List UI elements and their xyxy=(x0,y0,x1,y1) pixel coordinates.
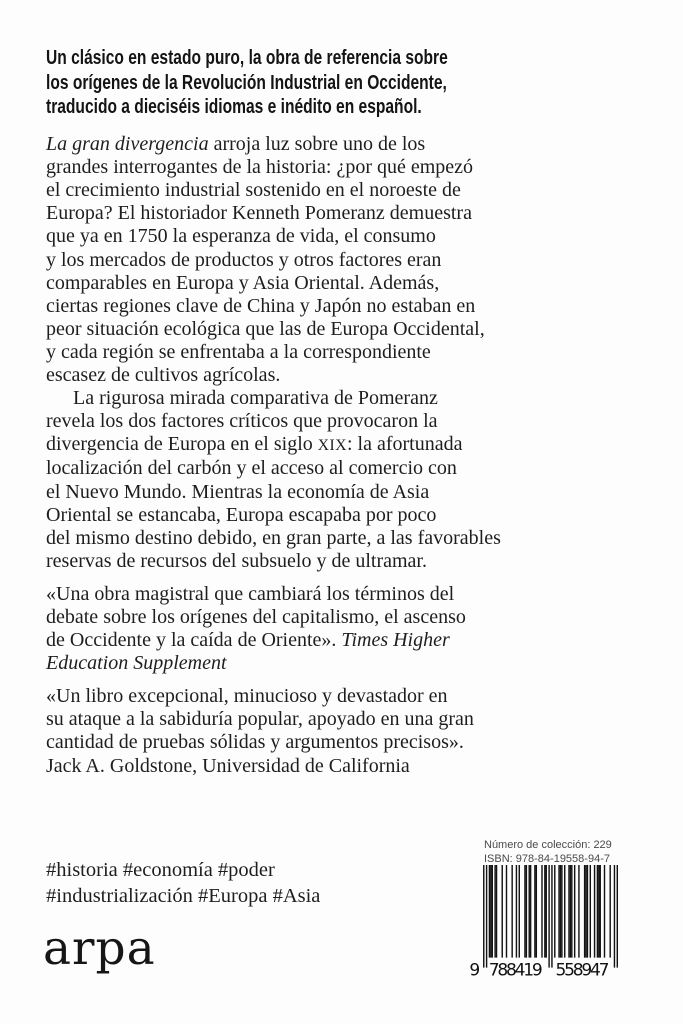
synopsis-paragraph-2: La rigurosa mirada comparativa de Pomeranz revela los dos factores críticos que provocaron la divergencia de Europa en el siglo XIX: la afortunada localización del carbón y el acceso al comercio con el Nuevo Mundo. Mientras la economía de Asia Oriental se estancaba, Europa escapaba por poco del mismo destino debido, en gran parte, a las favorables reservas de recursos del subsuelo y de ultramar. xyxy=(46,387,501,572)
ean13-barcode xyxy=(466,865,618,979)
barcode-digits: 9 xyxy=(469,960,481,979)
barcode-meta xyxy=(484,839,612,866)
intro-blurb: Un clásico en estado puro, la obra de referencia sobre los orígenes de la Revolución Industrial en Occidente, traducido a dieciséis idiomas e inédito en español. xyxy=(46,46,448,119)
hashtags: #historia #economía #poder #industrialización #Europa #Asia xyxy=(46,859,321,907)
synopsis-paragraph-1: La gran divergencia arroja luz sobre uno de los grandes interrogantes de la historia: ¿por qué empezó el crecimiento industrial sostenido en el noroeste de Europa? El historiador Kenneth Pomeranz demuestra que ya en 1750 la esperanza de vida, el consumo y los mercados de productos y otros factores eran comparables en Europa y Asia Oriental. Además, ciertas regiones clave de China y Japón no estaban en peor situación ecológica que las de Europa Occidental, y cada región se enfrentaba a la correspondiente escasez de cultivos agrícolas. xyxy=(46,133,485,387)
collection-number: Número de colección: 229 xyxy=(484,839,612,851)
barcode-digits: 788419 xyxy=(488,960,543,979)
cover-text-column xyxy=(46,0,611,778)
synopsis xyxy=(46,133,611,573)
isbn-number: ISBN: 978-84-19558-94-7 xyxy=(484,852,610,865)
barcode-digits: 558947 xyxy=(555,960,610,979)
review-quote-times-higher: «Una obra magistral que cambiará los términos del debate sobre los orígenes del capitalismo, el ascenso de Occidente y la caída de Oriente». Times Higher Education Supplement xyxy=(46,582,466,675)
publisher-logo-arpa: arpa xyxy=(43,921,156,976)
review-quote-goldstone: «Un libro excepcional, minucioso y devastador en su ataque a la sabiduría popular, apoyado en una gran cantidad de pruebas sólidas y argumentos precisos». Jack A. Goldstone, Universidad de California xyxy=(46,685,474,777)
